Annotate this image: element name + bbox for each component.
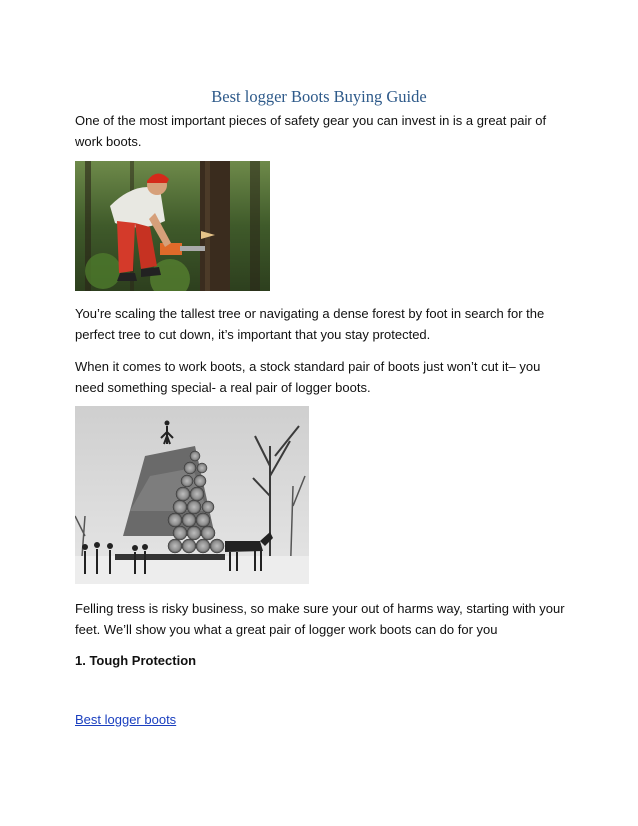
paragraph-3: When it comes to work boots, a stock standard pair of boots just won’t cut it– you need something special- a real pair of logger boots. — [75, 359, 541, 395]
document-title: Best logger Boots Buying Guide — [211, 87, 427, 106]
paragraph-4: Felling tress is risky business, so make sure your out of harms way, starting with your feet. We’ll show you what a great pair of logger work boots can do for you — [75, 601, 565, 637]
intro-paragraph: One of the most important pieces of safety gear you can invest in is a great pair of work boots. — [75, 113, 547, 149]
best-logger-boots-link[interactable]: Best logger boots — [75, 712, 177, 727]
chainsaw-logger-photo — [75, 161, 270, 291]
paragraph-2: You’re scaling the tallest tree or navigating a dense forest by foot in search for the perfect tree to cut down, it’s important that you stay protected. — [75, 306, 545, 342]
historic-log-pile-photo — [75, 406, 309, 584]
section-heading: 1. Tough Protection — [75, 653, 197, 668]
